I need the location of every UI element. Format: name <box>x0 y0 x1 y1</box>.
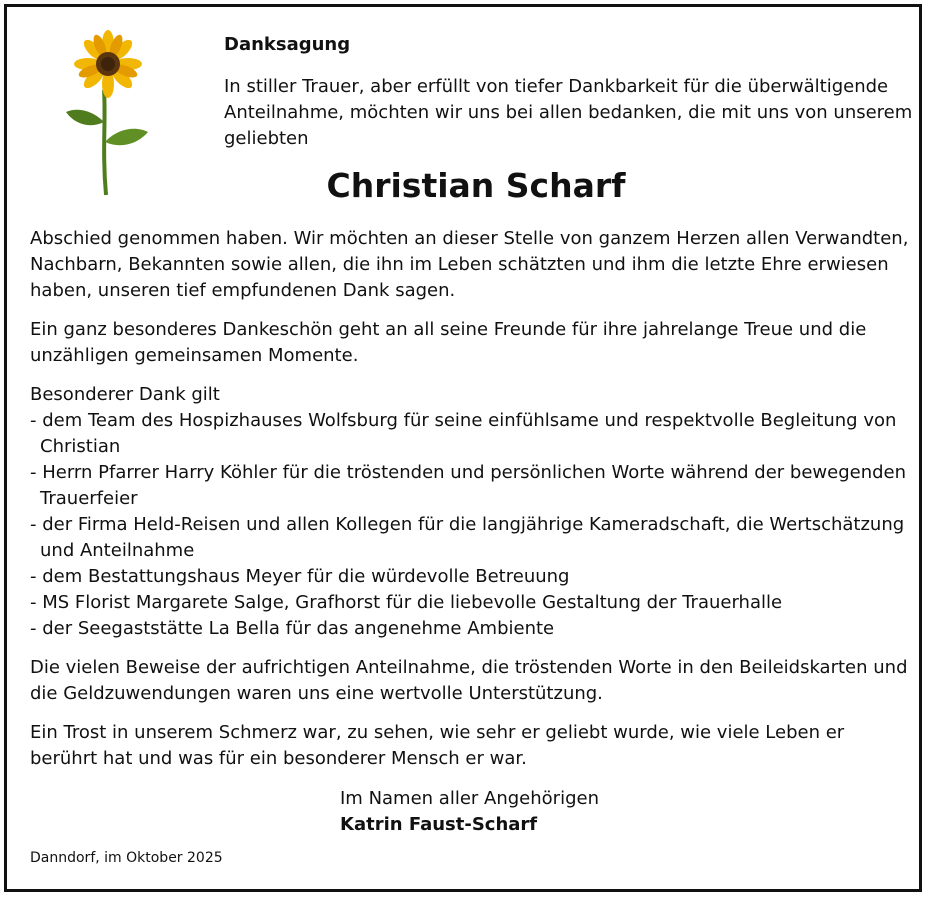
paragraph: Ein ganz besonderes Dankeschön geht an all seine Freunde für ihre jahrelange Treue und die unzähligen gemeinsamen Momente. <box>30 319 867 366</box>
paragraph: Abschied genommen haben. Wir möchten an dieser Stelle von ganzem Herzen allen Verwandten, Nachbarn, Bekannten sowie allen, die ihn im Leben schätzten und ihm die letzte Ehre erwiesen haben, unseren tief empfundenen Dank sagen. <box>30 228 909 301</box>
paragraph: Ein Trost in unserem Schmerz war, zu sehen, wie sehr er geliebt wurde, wie viele Leben er berührt hat und was für ein besonderer Mensch er war. <box>30 722 845 769</box>
intro-text: In stiller Trauer, aber erfüllt von tiefer Dankbarkeit für die überwältigende Anteilnahme, möchten wir uns bei allen bedanken, die mit uns von unserem geliebten <box>224 76 913 149</box>
thanks-item: - Herrn Pfarrer Harry Köhler für die tröstenden und persönlichen Worte während der bewegenden Trauerfeier <box>30 462 907 509</box>
notice-heading: Danksagung <box>224 34 351 55</box>
thanks-list <box>30 382 910 642</box>
thanks-item: - der Firma Held-Reisen und allen Kollegen für die langjährige Kameradschaft, die Wertschätzung und Anteilnahme <box>30 514 905 561</box>
paragraph: Die vielen Beweise der aufrichtigen Anteilnahme, die tröstenden Worte in den Beileidskarten und die Geldzuwendungen waren uns eine wertvolle Unterstützung. <box>30 657 908 704</box>
signature-intro: Im Namen aller Angehörigen <box>340 788 599 809</box>
notice-body <box>30 226 910 785</box>
deceased-name: Christian Scharf <box>326 166 626 205</box>
signer-name: Katrin Faust-Scharf <box>340 814 538 835</box>
thanks-item: - MS Florist Margarete Salge, Grafhorst für die liebevolle Gestaltung der Trauerhalle <box>30 592 783 613</box>
thanks-item: - dem Bestattungshaus Meyer für die würdevolle Betreuung <box>30 566 570 587</box>
thanks-item: - der Seegaststätte La Bella für das angenehme Ambiente <box>30 618 555 639</box>
thanks-item: - dem Team des Hospizhauses Wolfsburg für seine einfühlsame und respektvolle Begleitung von Christian <box>30 410 897 457</box>
thanks-intro: Besonderer Dank gilt <box>30 384 220 405</box>
place-date: Danndorf, im Oktober 2025 <box>30 850 223 866</box>
signature-block <box>340 786 599 838</box>
